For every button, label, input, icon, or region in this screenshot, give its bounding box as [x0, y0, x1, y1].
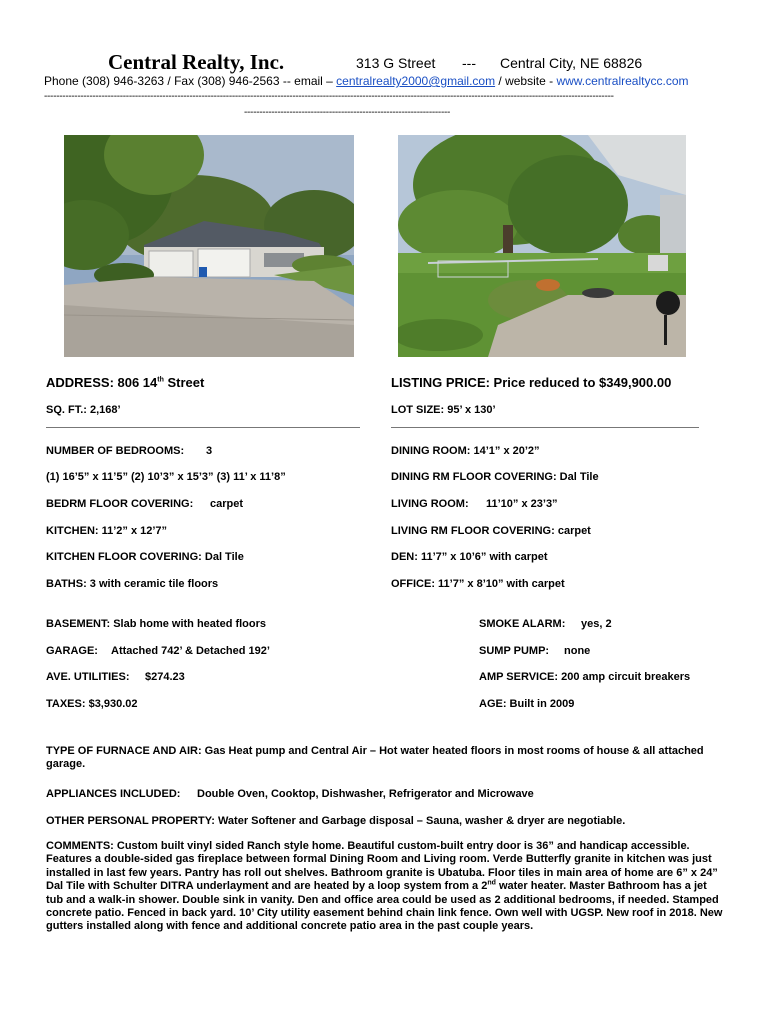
bedrooms-value: 3 [206, 445, 213, 457]
basement: BASEMENT: Slab home with heated floors [46, 618, 267, 630]
divider-right [391, 427, 699, 428]
company-street: 313 G Street [356, 55, 436, 71]
bedrooms-label: NUMBER OF BEDROOMS: [46, 445, 185, 457]
smoke-alarm-label: SMOKE ALARM: [479, 618, 566, 630]
address-field: ADDRESS: 806 14th Street [46, 375, 205, 390]
company-name: Central Realty, Inc. [108, 50, 285, 74]
backyard-photo [398, 135, 686, 357]
dash-separator: -------------------------------------------------------------------------------------------------------------------------------------------------------------------------------------------- [44, 91, 614, 102]
sump-pump-label: SUMP PUMP: [479, 645, 550, 657]
front-house-photo [64, 135, 354, 357]
dash-separator-2: -------------------------------------------------------------------- [244, 107, 451, 118]
utilities-label: AVE. UTILITIES: [46, 671, 130, 683]
living-floor-covering: LIVING RM FLOOR COVERING: carpet [391, 525, 591, 537]
website-link[interactable]: www.centralrealtycc.com [556, 74, 689, 88]
garage-label: GARAGE: [46, 645, 98, 657]
comments: COMMENTS: Custom built vinyl sided Ranch style home. Beautiful custom-built entry door is 36” and handicap accessible. Features a double-sided gas fireplace between formal Dining Room and Living room. Verde Butterfly granite in kitchen was just installed in last few years. Pantry has roll out shelves. Bathroom granite is Ubatuba. Floor tiles in main area of home are 6” x 24” Dal Tile with Schulter DITRA underlayment and are heated by a loop system from a 2nd water heater. Master Bathroom has a jet tub and a walk-in shower. Double sink in vanity. Den and office area could be used as 2 additional bedrooms, if needed. Stamped concrete patio. Fenced in back yard. 10’ City utility easement behind chain link fence. Own well with UGSP. New roof in 2018. New gutters installed along with fence and additional concrete patio area in the past couple years. [46, 840, 723, 933]
baths: BATHS: 3 with ceramic tile floors [46, 578, 219, 590]
appliances-label: APPLIANCES INCLUDED: [46, 788, 181, 800]
contact-phone-fax: Phone (308) 946-3263 / Fax (308) 946-2563 -- email – [44, 74, 337, 88]
dining-room: DINING ROOM: 14’1” x 20’2” [391, 445, 540, 457]
divider-left [46, 427, 360, 428]
smoke-alarm-value: yes, 2 [581, 618, 612, 630]
company-city: Central City, NE 68826 [500, 55, 643, 71]
address-separator: --- [462, 55, 476, 71]
email-link[interactable]: centralrealty2000@gmail.com [336, 74, 496, 88]
bedroom-floor-value: carpet [210, 498, 244, 510]
utilities-value: $274.23 [145, 671, 185, 683]
bedroom-sizes: (1) 16’5” x 11’5” (2) 10’3” x 15’3” (3) 11’ x 11’8” [46, 471, 286, 483]
amp-service: AMP SERVICE: 200 amp circuit breakers [479, 671, 691, 683]
living-room-value: 11’10” x 23’3” [486, 498, 558, 510]
dining-floor-covering: DINING RM FLOOR COVERING: Dal Tile [391, 471, 599, 483]
den-size: DEN: 11’7” x 10’6” with carpet [391, 551, 548, 563]
taxes: TAXES: $3,930.02 [46, 698, 138, 710]
kitchen-floor-covering: KITCHEN FLOOR COVERING: Dal Tile [46, 551, 244, 563]
kitchen-size: KITCHEN: 11’2” x 12’7” [46, 525, 168, 537]
living-room-label: LIVING ROOM: [391, 498, 469, 510]
office-size: OFFICE: 11’7” x 8’10” with carpet [391, 578, 565, 590]
listing-price: LISTING PRICE: Price reduced to $349,900.00 [391, 375, 672, 390]
sump-pump-value: none [564, 645, 591, 657]
contact-website-label: / website - [495, 74, 557, 88]
appliances-value: Double Oven, Cooktop, Dishwasher, Refrigerator and Microwave [197, 788, 534, 800]
age: AGE: Built in 2009 [479, 698, 575, 710]
square-feet: SQ. FT.: 2,168’ [46, 404, 121, 416]
contact-line [44, 74, 689, 88]
furnace-and-air: TYPE OF FURNACE AND AIR: Gas Heat pump and Central Air – Hot water heated floors in most rooms of house & all attached garage. [46, 745, 704, 771]
lot-size: LOT SIZE: 95’ x 130’ [391, 404, 496, 416]
other-personal-property: OTHER PERSONAL PROPERTY: Water Softener and Garbage disposal – Sauna, washer & dryer are negotiable. [46, 815, 626, 827]
bedroom-floor-label: BEDRM FLOOR COVERING: [46, 498, 194, 510]
garage-value: Attached 742’ & Detached 192’ [111, 645, 270, 657]
